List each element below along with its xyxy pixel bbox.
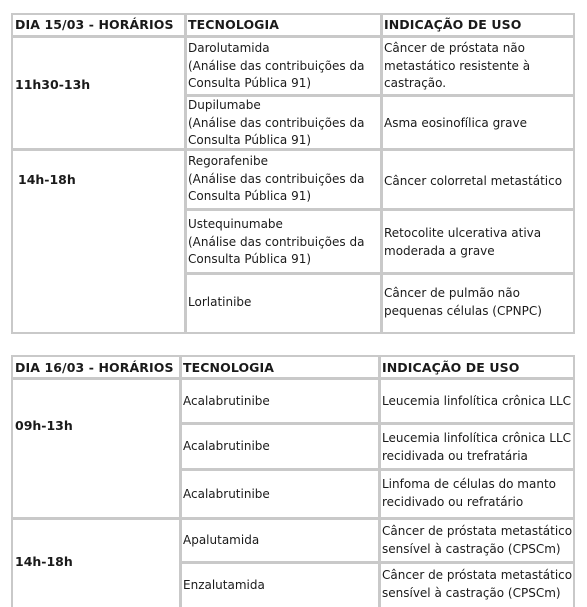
technology-cell	[187, 97, 380, 148]
indication-cell	[383, 275, 573, 332]
technology-note: Consulta Pública 91)	[188, 133, 312, 147]
schedule-table-day-16	[11, 355, 575, 607]
indication-cell	[381, 564, 573, 607]
technology-cell	[182, 471, 378, 517]
indication-cell	[381, 380, 573, 422]
technology-name: Ustequinumabe	[188, 217, 283, 231]
header-label: DIA 16/03 - HORÁRIOS	[15, 360, 174, 375]
schedule-table-day-15	[11, 13, 575, 334]
technology-note: (Análise das contribuições da	[188, 234, 365, 249]
indication-line: Retocolite ulcerativa ativa	[384, 226, 542, 240]
indication-line: recidivado ou refratário	[382, 494, 524, 509]
indication-text	[382, 430, 571, 465]
indication-line: Linfoma de células do manto	[382, 477, 557, 491]
indication-line: castração.	[384, 76, 447, 90]
indication-line: sensível à castração (CPSCm)	[382, 541, 561, 556]
technology-cell	[182, 520, 378, 561]
indication-cell	[383, 151, 573, 208]
technology-note: Consulta Pública 91)	[188, 189, 312, 203]
indication-cell	[381, 520, 573, 561]
header-indication	[381, 357, 573, 377]
time-slot: 14h-18h	[15, 554, 73, 569]
indication-line: moderada a grave	[384, 243, 495, 258]
technology-note: (Análise das contribuições da	[188, 115, 365, 130]
indication-line: Câncer de próstata não	[384, 41, 525, 55]
technology-note: (Análise das contribuições da	[188, 58, 365, 73]
header-label: INDICAÇÃO DE USO	[382, 360, 520, 375]
technology-text	[188, 153, 364, 206]
time-slot-cell	[13, 151, 184, 332]
technology-cell	[182, 380, 378, 422]
technology-name: Darolutamida	[188, 41, 270, 55]
technology-text	[188, 97, 364, 150]
indication-line: Asma eosinofílica grave	[384, 116, 527, 130]
time-slot-cell	[13, 520, 179, 607]
technology-name: Enzalutamida	[183, 578, 265, 592]
technology-note: (Análise das contribuições da	[188, 171, 365, 186]
indication-line: Câncer colorretal metastático	[384, 174, 563, 188]
header-label: TECNOLOGIA	[183, 360, 275, 375]
technology-cell	[187, 38, 380, 94]
header-day-times	[13, 357, 179, 377]
header-label: TECNOLOGIA	[188, 17, 280, 32]
indication-text	[382, 476, 556, 511]
indication-text	[382, 567, 572, 602]
indication-line: sensível à castração (CPSCm)	[382, 585, 561, 600]
technology-note: Consulta Pública 91)	[188, 252, 312, 266]
indication-cell	[383, 97, 573, 148]
technology-text	[188, 40, 364, 93]
header-day-times	[13, 15, 184, 35]
technology-cell	[182, 564, 378, 607]
technology-note: Consulta Pública 91)	[188, 76, 312, 90]
time-slot: 09h-13h	[15, 418, 73, 433]
indication-cell	[381, 471, 573, 517]
technology-name: Apalutamida	[183, 533, 260, 547]
indication-text	[384, 225, 541, 260]
indication-text	[382, 523, 572, 558]
technology-name: Acalabrutinibe	[183, 394, 270, 408]
time-slot: 14h-18h	[18, 172, 76, 187]
indication-line: metastático resistente à	[384, 58, 531, 73]
technology-name: Dupilumabe	[188, 98, 261, 112]
indication-line: Leucemia linfolítica crônica LLC	[382, 431, 572, 445]
header-technology	[182, 357, 378, 377]
technology-text	[188, 216, 364, 269]
indication-line: Câncer de próstata metastático	[382, 524, 573, 538]
technology-name: Regorafenibe	[188, 154, 268, 168]
technology-name: Lorlatinibe	[188, 295, 252, 309]
technology-cell	[182, 425, 378, 468]
indication-line: Leucemia linfolítica crônica LLC	[382, 394, 572, 408]
indication-line: recidivada ou trefratária	[382, 448, 528, 463]
technology-cell	[187, 275, 380, 332]
indication-line: Câncer de próstata metastático	[382, 568, 573, 582]
technology-cell	[187, 151, 380, 208]
indication-text	[384, 40, 530, 93]
technology-name: Acalabrutinibe	[183, 439, 270, 453]
technology-name: Acalabrutinibe	[183, 487, 270, 501]
technology-cell	[187, 211, 380, 272]
header-label: INDICAÇÃO DE USO	[384, 17, 522, 32]
indication-line: pequenas células (CPNPC)	[384, 303, 542, 318]
indication-line: Câncer de pulmão não	[384, 286, 520, 300]
time-slot: 11h30-13h	[15, 77, 91, 92]
indication-cell	[383, 38, 573, 94]
header-indication	[383, 15, 573, 35]
header-label: DIA 15/03 - HORÁRIOS	[15, 17, 174, 32]
indication-cell	[383, 211, 573, 272]
header-technology	[187, 15, 380, 35]
time-slot-cell	[13, 38, 184, 148]
indication-cell	[381, 425, 573, 468]
time-slot-cell	[13, 380, 179, 517]
indication-text	[384, 285, 542, 320]
